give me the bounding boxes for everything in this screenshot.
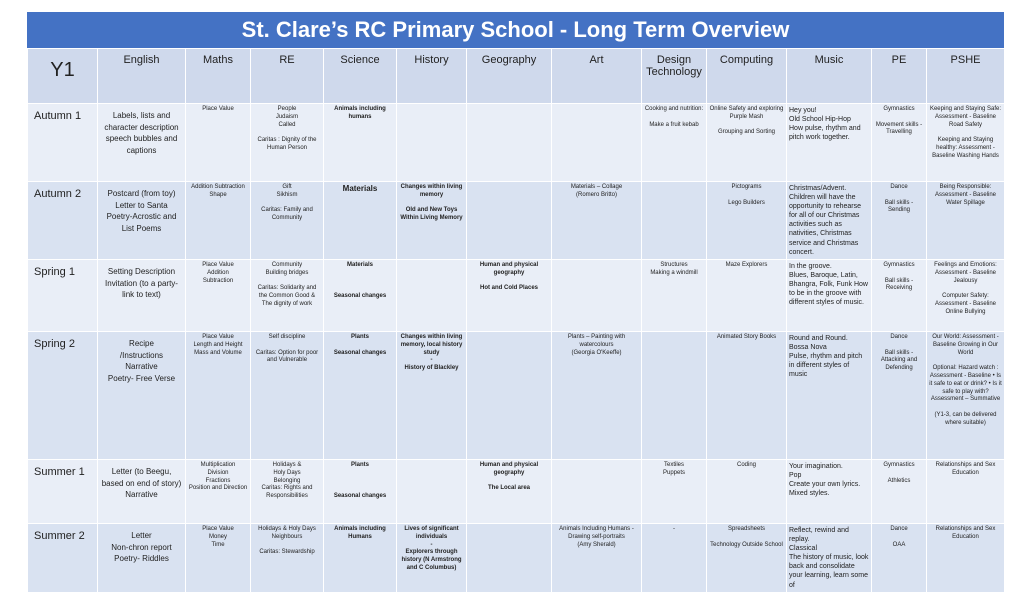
cell-geography: Human and physical geography The Local area <box>467 460 552 524</box>
cell-history <box>397 260 467 332</box>
cell-computing: Pictograms Lego Builders <box>707 182 787 260</box>
cell-maths: Addition Subtraction Shape <box>186 182 251 260</box>
cell-term: Summer 1 <box>28 460 98 524</box>
cell-maths: Place Value Money Time <box>186 524 251 593</box>
col-header-music: Music <box>787 49 872 104</box>
cell-re: Community Building bridges Caritas: Solidarity and the Common Good & The dignity of work <box>251 260 324 332</box>
col-header-pshe: PSHE <box>927 49 1005 104</box>
table-row <box>28 182 1005 260</box>
cell-music: In the groove. Blues, Baroque, Latin, Bhangra, Folk, Funk How to be in the groove with different styles of music. <box>787 260 872 332</box>
header-row <box>28 49 1005 104</box>
cell-english: Postcard (from toy) Letter to Santa Poetry-Acrostic and List Poems <box>98 182 186 260</box>
cell-english: Letter (to Beegu, based on end of story) Narrative <box>98 460 186 524</box>
cell-english: Labels, lists and character description speech bubbles and captions <box>98 104 186 182</box>
cell-music: Christmas/Advent. Children will have the opportunity to rehearse for all of our Christmas activities such as nativities, Christmas service and Christmas concert. <box>787 182 872 260</box>
cell-science: Animals including humans <box>324 104 397 182</box>
cell-english: Letter Non-chron report Poetry- Riddles <box>98 524 186 593</box>
cell-term: Spring 2 <box>28 332 98 460</box>
cell-music: Reflect, rewind and replay. Classical The history of music, look back and consolidate your learning, learn some of <box>787 524 872 593</box>
cell-geography <box>467 524 552 593</box>
overview-sheet <box>27 12 1004 589</box>
cell-maths: Place Value Addition Subtraction <box>186 260 251 332</box>
cell-pshe: Our World: Assessment - Baseline Growing in Our World Optional: Hazard watch : Assessment - Baseline • Is it safe to eat or drink? • Is it safe to play with? Assessment – Summative (Y1-3, can be delivered where suitable) <box>927 332 1005 460</box>
cell-re: Holidays & Holy Days Neighbours Caritas: Stewardship <box>251 524 324 593</box>
cell-re: Holidays & Holy Days Belonging Caritas: Rights and Responsibilities <box>251 460 324 524</box>
cell-science: Materials <box>324 182 397 260</box>
cell-art: Plants – Painting with watercolours (Georgia O'Keeffe) <box>552 332 642 460</box>
col-header-science: Science <box>324 49 397 104</box>
cell-dt <box>642 332 707 460</box>
col-header-re: RE <box>251 49 324 104</box>
col-header-geography: Geography <box>467 49 552 104</box>
cell-pshe: Keeping and Staying Safe: Assessment - Baseline Road Safety Keeping and Staying healthy: Assessment - Baseline Washing Hands <box>927 104 1005 182</box>
col-header-history: History <box>397 49 467 104</box>
table-row <box>28 524 1005 593</box>
cell-dt <box>642 182 707 260</box>
cell-dt: Cooking and nutrition: Make a fruit kebab <box>642 104 707 182</box>
col-header-art: Art <box>552 49 642 104</box>
cell-music: Round and Round. Bossa Nova Pulse, rhythm and pitch in different styles of music <box>787 332 872 460</box>
year-label: Y1 <box>28 49 98 104</box>
cell-computing: Online Safety and exploring Purple Mash Grouping and Sorting <box>707 104 787 182</box>
cell-geography <box>467 104 552 182</box>
cell-computing: Coding <box>707 460 787 524</box>
table-row <box>28 332 1005 460</box>
cell-term: Summer 2 <box>28 524 98 593</box>
table-row <box>28 104 1005 182</box>
cell-art <box>552 104 642 182</box>
cell-pe: Dance OAA <box>872 524 927 593</box>
cell-music: Your imagination. Pop Create your own lyrics. Mixed styles. <box>787 460 872 524</box>
overview-table <box>27 48 1005 593</box>
cell-pe: Gymnastics Ball skills - Receiving <box>872 260 927 332</box>
cell-maths: Place Value <box>186 104 251 182</box>
col-header-pe: PE <box>872 49 927 104</box>
col-header-english: English <box>98 49 186 104</box>
cell-re: People Judaism Called Caritas : Dignity of the Human Person <box>251 104 324 182</box>
cell-art <box>552 460 642 524</box>
cell-term: Spring 1 <box>28 260 98 332</box>
cell-science: Materials Seasonal changes <box>324 260 397 332</box>
cell-dt: - <box>642 524 707 593</box>
cell-pshe: Relationships and Sex Education <box>927 460 1005 524</box>
cell-music: Hey you! Old School Hip-Hop How pulse, rhythm and pitch work together. <box>787 104 872 182</box>
table-row <box>28 260 1005 332</box>
cell-re: Gift Sikhism Caritas: Family and Community <box>251 182 324 260</box>
cell-pshe: Being Responsible: Assessment - Baseline Water Spillage <box>927 182 1005 260</box>
cell-geography <box>467 332 552 460</box>
cell-term: Autumn 1 <box>28 104 98 182</box>
cell-pshe: Feelings and Emotions: Assessment - Baseline Jealousy Computer Safety: Assessment - Baseline Online Bullying <box>927 260 1005 332</box>
cell-pe: Dance Ball skills - Sending <box>872 182 927 260</box>
cell-pe: Gymnastics Athletics <box>872 460 927 524</box>
cell-art: Animals Including Humans - Drawing self-portraits (Amy Sherald) <box>552 524 642 593</box>
cell-maths: Place Value Length and Height Mass and Volume <box>186 332 251 460</box>
col-header-computing: Computing <box>707 49 787 104</box>
cell-geography: Human and physical geography Hot and Cold Places <box>467 260 552 332</box>
cell-dt: Structures Making a windmill <box>642 260 707 332</box>
cell-history <box>397 104 467 182</box>
cell-pe: Gymnastics Movement skills - Travelling <box>872 104 927 182</box>
cell-science: Plants Seasonal changes <box>324 332 397 460</box>
cell-pshe: Relationships and Sex Education <box>927 524 1005 593</box>
cell-science: Animals including Humans <box>324 524 397 593</box>
cell-pe: Dance Ball skills - Attacking and Defending <box>872 332 927 460</box>
col-header-design-technology: Design Technology <box>642 49 707 104</box>
cell-english: Setting Description Invitation (to a party-link to text) <box>98 260 186 332</box>
cell-history <box>397 460 467 524</box>
page-title: St. Clare’s RC Primary School - Long Term Overview <box>27 12 1004 48</box>
cell-history: Changes within living memory Old and New Toys Within Living Memory <box>397 182 467 260</box>
cell-re: Self discipline Caritas: Option for poor and Vulnerable <box>251 332 324 460</box>
cell-art <box>552 260 642 332</box>
cell-history: Lives of significant individuals - Explorers through history (N Armstrong and C Columbus) <box>397 524 467 593</box>
cell-computing: Maze Explorers <box>707 260 787 332</box>
cell-english: Recipe /Instructions Narrative Poetry- Free Verse <box>98 332 186 460</box>
col-header-maths: Maths <box>186 49 251 104</box>
cell-history: Changes within living memory, local history study - History of Blackley <box>397 332 467 460</box>
cell-term: Autumn 2 <box>28 182 98 260</box>
table-row <box>28 460 1005 524</box>
cell-maths: Multiplication Division Fractions Position and Direction <box>186 460 251 524</box>
cell-art: Materials – Collage (Romero Britto) <box>552 182 642 260</box>
cell-science: Plants Seasonal changes <box>324 460 397 524</box>
cell-computing: Animated Story Books <box>707 332 787 460</box>
cell-computing: Spreadsheets Technology Outside School <box>707 524 787 593</box>
cell-geography <box>467 182 552 260</box>
cell-dt: Textiles Puppets <box>642 460 707 524</box>
